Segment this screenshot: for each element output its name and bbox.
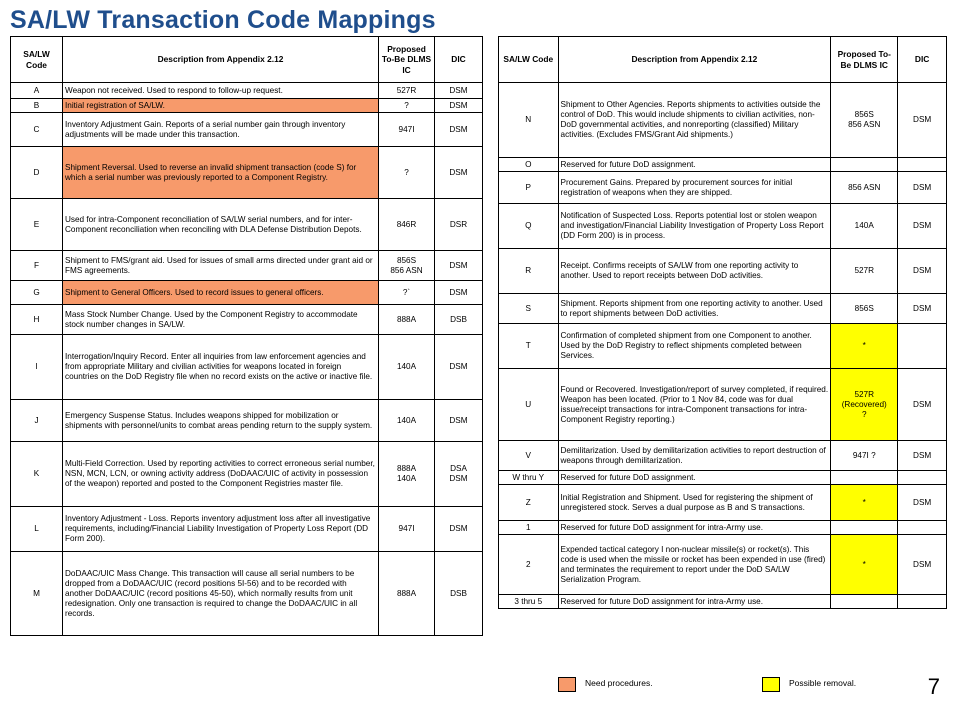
- page-number: 7: [927, 674, 940, 699]
- legend-swatch-yellow: [762, 677, 780, 692]
- description-cell: Demilitarization. Used by demilitarization activities to report destruction of weapons through demilitarization.: [558, 441, 831, 471]
- code-cell: L: [11, 507, 63, 552]
- header-code: SA/LW Code: [11, 37, 63, 83]
- table-row: [11, 99, 483, 113]
- description-cell: Emergency Suspense Status. Includes weapons shipped for mobilization or shipments with personnel/units to combat areas pending return to the supply system.: [63, 400, 379, 442]
- description-cell: Reserved for future DoD assignment.: [558, 471, 831, 485]
- transaction-cell: [831, 521, 898, 535]
- description-cell: Expended tactical category I non-nuclear missile(s) or rocket(s). This code is used when the missile or rocket has been expended in use (fired) and terminates the requirement to report under the DoD SA/LW Serialization Program.: [558, 535, 831, 595]
- table-row: [11, 281, 483, 305]
- code-cell: B: [11, 99, 63, 113]
- header-description: Description from Appendix 2.12: [63, 37, 379, 83]
- legend-possible-removal: Possible removal.: [789, 678, 857, 688]
- table-row: [499, 595, 947, 609]
- table-row: [11, 552, 483, 636]
- dic-cell: DSM: [435, 83, 483, 99]
- description-cell: Shipment. Reports shipment from one reporting activity to another. Used to report shipments between DoD activities.: [558, 294, 831, 324]
- table-row: [11, 442, 483, 507]
- table-row: [499, 204, 947, 249]
- transaction-cell: *: [831, 324, 898, 369]
- dic-cell: DSM: [898, 204, 947, 249]
- description-cell: Reserved for future DoD assignment.: [558, 158, 831, 172]
- code-cell: A: [11, 83, 63, 99]
- description-cell: Initial Registration and Shipment. Used for registering the shipment of unregistered stock. Serves a dual purpose as B and S transactions.: [558, 485, 831, 521]
- table-row: [11, 147, 483, 199]
- code-cell: O: [499, 158, 559, 172]
- code-cell: D: [11, 147, 63, 199]
- legend-need-procedures: Need procedures.: [585, 678, 653, 688]
- transaction-cell: [831, 471, 898, 485]
- code-cell: N: [499, 83, 559, 158]
- dic-cell: [898, 521, 947, 535]
- table-row: [499, 535, 947, 595]
- code-cell: J: [11, 400, 63, 442]
- transaction-cell: 947I ?: [831, 441, 898, 471]
- transaction-cell: 140A: [379, 335, 435, 400]
- transaction-cell: *: [831, 535, 898, 595]
- table-row: [499, 158, 947, 172]
- code-cell: Z: [499, 485, 559, 521]
- dic-cell: DSM: [898, 535, 947, 595]
- dic-cell: DSM: [898, 83, 947, 158]
- header-proposed: Proposed To-Be DLMS IC: [379, 37, 435, 83]
- dic-cell: DSM: [898, 441, 947, 471]
- transaction-cell: 856 ASN: [831, 172, 898, 204]
- description-cell: Confirmation of completed shipment from one Component to another. Used by the DoD Registry to reflect shipments completed between Services.: [558, 324, 831, 369]
- code-cell: P: [499, 172, 559, 204]
- table-row: [499, 521, 947, 535]
- dic-cell: DSM: [435, 400, 483, 442]
- dic-cell: DSM: [435, 99, 483, 113]
- code-cell: E: [11, 199, 63, 251]
- description-cell: Mass Stock Number Change. Used by the Component Registry to accommodate stock number changes in SA/LW.: [63, 305, 379, 335]
- dic-cell: DSM: [435, 251, 483, 281]
- transaction-cell: 846R: [379, 199, 435, 251]
- dic-cell: [898, 471, 947, 485]
- description-cell: Interrogation/Inquiry Record. Enter all inquiries from law enforcement agencies and from appropriate Military and civilian activities for weapons located in foreign countries on the DoD Registry file when no record exists on the active or inactive file.: [63, 335, 379, 400]
- table-row: [499, 294, 947, 324]
- transaction-cell: 527R: [379, 83, 435, 99]
- code-cell: G: [11, 281, 63, 305]
- transaction-cell: 856S 856 ASN: [379, 251, 435, 281]
- transaction-cell: *: [831, 485, 898, 521]
- dic-cell: DSM: [898, 485, 947, 521]
- table-row: [499, 471, 947, 485]
- dic-cell: DSB: [435, 305, 483, 335]
- transaction-cell: 140A: [831, 204, 898, 249]
- header-dic: DIC: [435, 37, 483, 83]
- table-row: [499, 441, 947, 471]
- table-row: [11, 305, 483, 335]
- dic-cell: DSM: [435, 113, 483, 147]
- transaction-cell: 527R: [831, 249, 898, 294]
- description-cell: Shipment to Other Agencies. Reports shipments to activities outside the control of DoD. This would include shipments to civilian activities, non-DoD governmental activities, and nonreporting (classified) Military activities. (Excludes FMS/Grant Aid shipments.): [558, 83, 831, 158]
- transaction-cell: 140A: [379, 400, 435, 442]
- code-cell: T: [499, 324, 559, 369]
- dic-cell: [898, 158, 947, 172]
- dic-cell: DSM: [435, 335, 483, 400]
- dic-cell: [898, 595, 947, 609]
- table-row: [499, 369, 947, 441]
- dic-cell: DSR: [435, 199, 483, 251]
- header-code: SA/LW Code: [499, 37, 559, 83]
- code-cell: S: [499, 294, 559, 324]
- description-cell: Used for intra-Component reconciliation of SA/LW serial numbers, and for inter-Component reconciliation when reconciling with DLA Defense Distribution Depots.: [63, 199, 379, 251]
- right-code-table: [498, 36, 947, 609]
- description-cell: Reserved for future DoD assignment for intra-Army use.: [558, 595, 831, 609]
- dic-cell: DSB: [435, 552, 483, 636]
- transaction-cell: 527R (Recovered) ?: [831, 369, 898, 441]
- dic-cell: DSM: [898, 172, 947, 204]
- table-row: [499, 324, 947, 369]
- description-cell: Reserved for future DoD assignment for intra-Army use.: [558, 521, 831, 535]
- transaction-cell: 856S: [831, 294, 898, 324]
- table-row: [11, 113, 483, 147]
- dic-cell: [898, 324, 947, 369]
- description-cell: Receipt. Confirms receipts of SA/LW from one reporting activity to another. Used to report receipts between DoD activities.: [558, 249, 831, 294]
- code-cell: M: [11, 552, 63, 636]
- transaction-cell: 947I: [379, 507, 435, 552]
- code-cell: 2: [499, 535, 559, 595]
- description-cell: Weapon not received. Used to respond to follow-up request.: [63, 83, 379, 99]
- code-cell: 1: [499, 521, 559, 535]
- table-header-row: [499, 37, 947, 83]
- table-row: [11, 83, 483, 99]
- table-header-row: [11, 37, 483, 83]
- legend-swatch-orange: [558, 677, 576, 692]
- table-row: [499, 485, 947, 521]
- dic-cell: DSM: [435, 147, 483, 199]
- dic-cell: DSM: [898, 249, 947, 294]
- code-cell: Q: [499, 204, 559, 249]
- description-cell: Inventory Adjustment Gain. Reports of a serial number gain through inventory adjustments will be made under this transaction.: [63, 113, 379, 147]
- code-cell: F: [11, 251, 63, 281]
- transaction-cell: 947I: [379, 113, 435, 147]
- transaction-cell: ?`: [379, 281, 435, 305]
- description-cell: Notification of Suspected Loss. Reports potential lost or stolen weapon and investigation/Financial Liability Investigation of Property Loss Report (DD Form 200) is in process.: [558, 204, 831, 249]
- dic-cell: DSM: [435, 507, 483, 552]
- code-cell: I: [11, 335, 63, 400]
- code-cell: K: [11, 442, 63, 507]
- description-cell: Inventory Adjustment - Loss. Reports inventory adjustment loss after all investigative requirements, including/Financial Liability Investigation of Property Loss Report (DD Form 200).: [63, 507, 379, 552]
- dic-cell: DSA DSM: [435, 442, 483, 507]
- table-row: [499, 172, 947, 204]
- code-cell: C: [11, 113, 63, 147]
- transaction-cell: ?: [379, 147, 435, 199]
- code-cell: V: [499, 441, 559, 471]
- code-cell: R: [499, 249, 559, 294]
- table-row: [11, 507, 483, 552]
- header-description: Description from Appendix 2.12: [558, 37, 831, 83]
- transaction-cell: [831, 595, 898, 609]
- dic-cell: DSM: [898, 294, 947, 324]
- code-cell: W thru Y: [499, 471, 559, 485]
- code-cell: U: [499, 369, 559, 441]
- transaction-cell: 856S 856 ASN: [831, 83, 898, 158]
- transaction-cell: 888A 140A: [379, 442, 435, 507]
- description-cell: DoDAAC/UIC Mass Change. This transaction will cause all serial numbers to be dropped from a DoDAAC/UIC (record positions 5I-56) and to be recorded with another DoDAAC/UIC (record positions 45-50), which normally results from unit redesignation. Only one transaction is required to change the DoDAAC/UIC in all records.: [63, 552, 379, 636]
- table-row: [11, 400, 483, 442]
- table-row: [11, 199, 483, 251]
- transaction-cell: [831, 158, 898, 172]
- table-row: [499, 249, 947, 294]
- code-cell: H: [11, 305, 63, 335]
- code-cell: 3 thru 5: [499, 595, 559, 609]
- table-row: [11, 251, 483, 281]
- description-cell: Shipment to FMS/grant aid. Used for issues of small arms directed under grant aid or FMS agreements.: [63, 251, 379, 281]
- header-dic: DIC: [898, 37, 947, 83]
- description-cell: Found or Recovered. Investigation/report of survey completed, if required. Weapon has been located. (Prior to 1 Nov 84, code was for dual issue/receipt transactions for intra-Component transactions for intra-Component Registry reporting.): [558, 369, 831, 441]
- description-cell: Shipment Reversal. Used to reverse an invalid shipment transaction (code S) for which a serial number was previously reported to a Component Registry.: [63, 147, 379, 199]
- description-cell: Procurement Gains. Prepared by procurement sources for initial registration of weapons when they are shipped.: [558, 172, 831, 204]
- dic-cell: DSM: [898, 369, 947, 441]
- left-code-table: [10, 36, 483, 636]
- dic-cell: DSM: [435, 281, 483, 305]
- transaction-cell: 888A: [379, 552, 435, 636]
- table-row: [11, 335, 483, 400]
- transaction-cell: 888A: [379, 305, 435, 335]
- transaction-cell: ?: [379, 99, 435, 113]
- header-proposed: Proposed To-Be DLMS IC: [831, 37, 898, 83]
- table-row: [499, 83, 947, 158]
- description-cell: Multi-Field Correction. Used by reporting activities to correct erroneous serial number, NSN, MCN, LCN, or owning activity address (DoDAAC/UIC of activity in possession of the weapon) reported and posted to the Component Registries master file.: [63, 442, 379, 507]
- description-cell: Shipment to General Officers. Used to record issues to general officers.: [63, 281, 379, 305]
- description-cell: Initial registration of SA/LW.: [63, 99, 379, 113]
- page-title: SA/LW Transaction Code Mappings: [10, 6, 436, 34]
